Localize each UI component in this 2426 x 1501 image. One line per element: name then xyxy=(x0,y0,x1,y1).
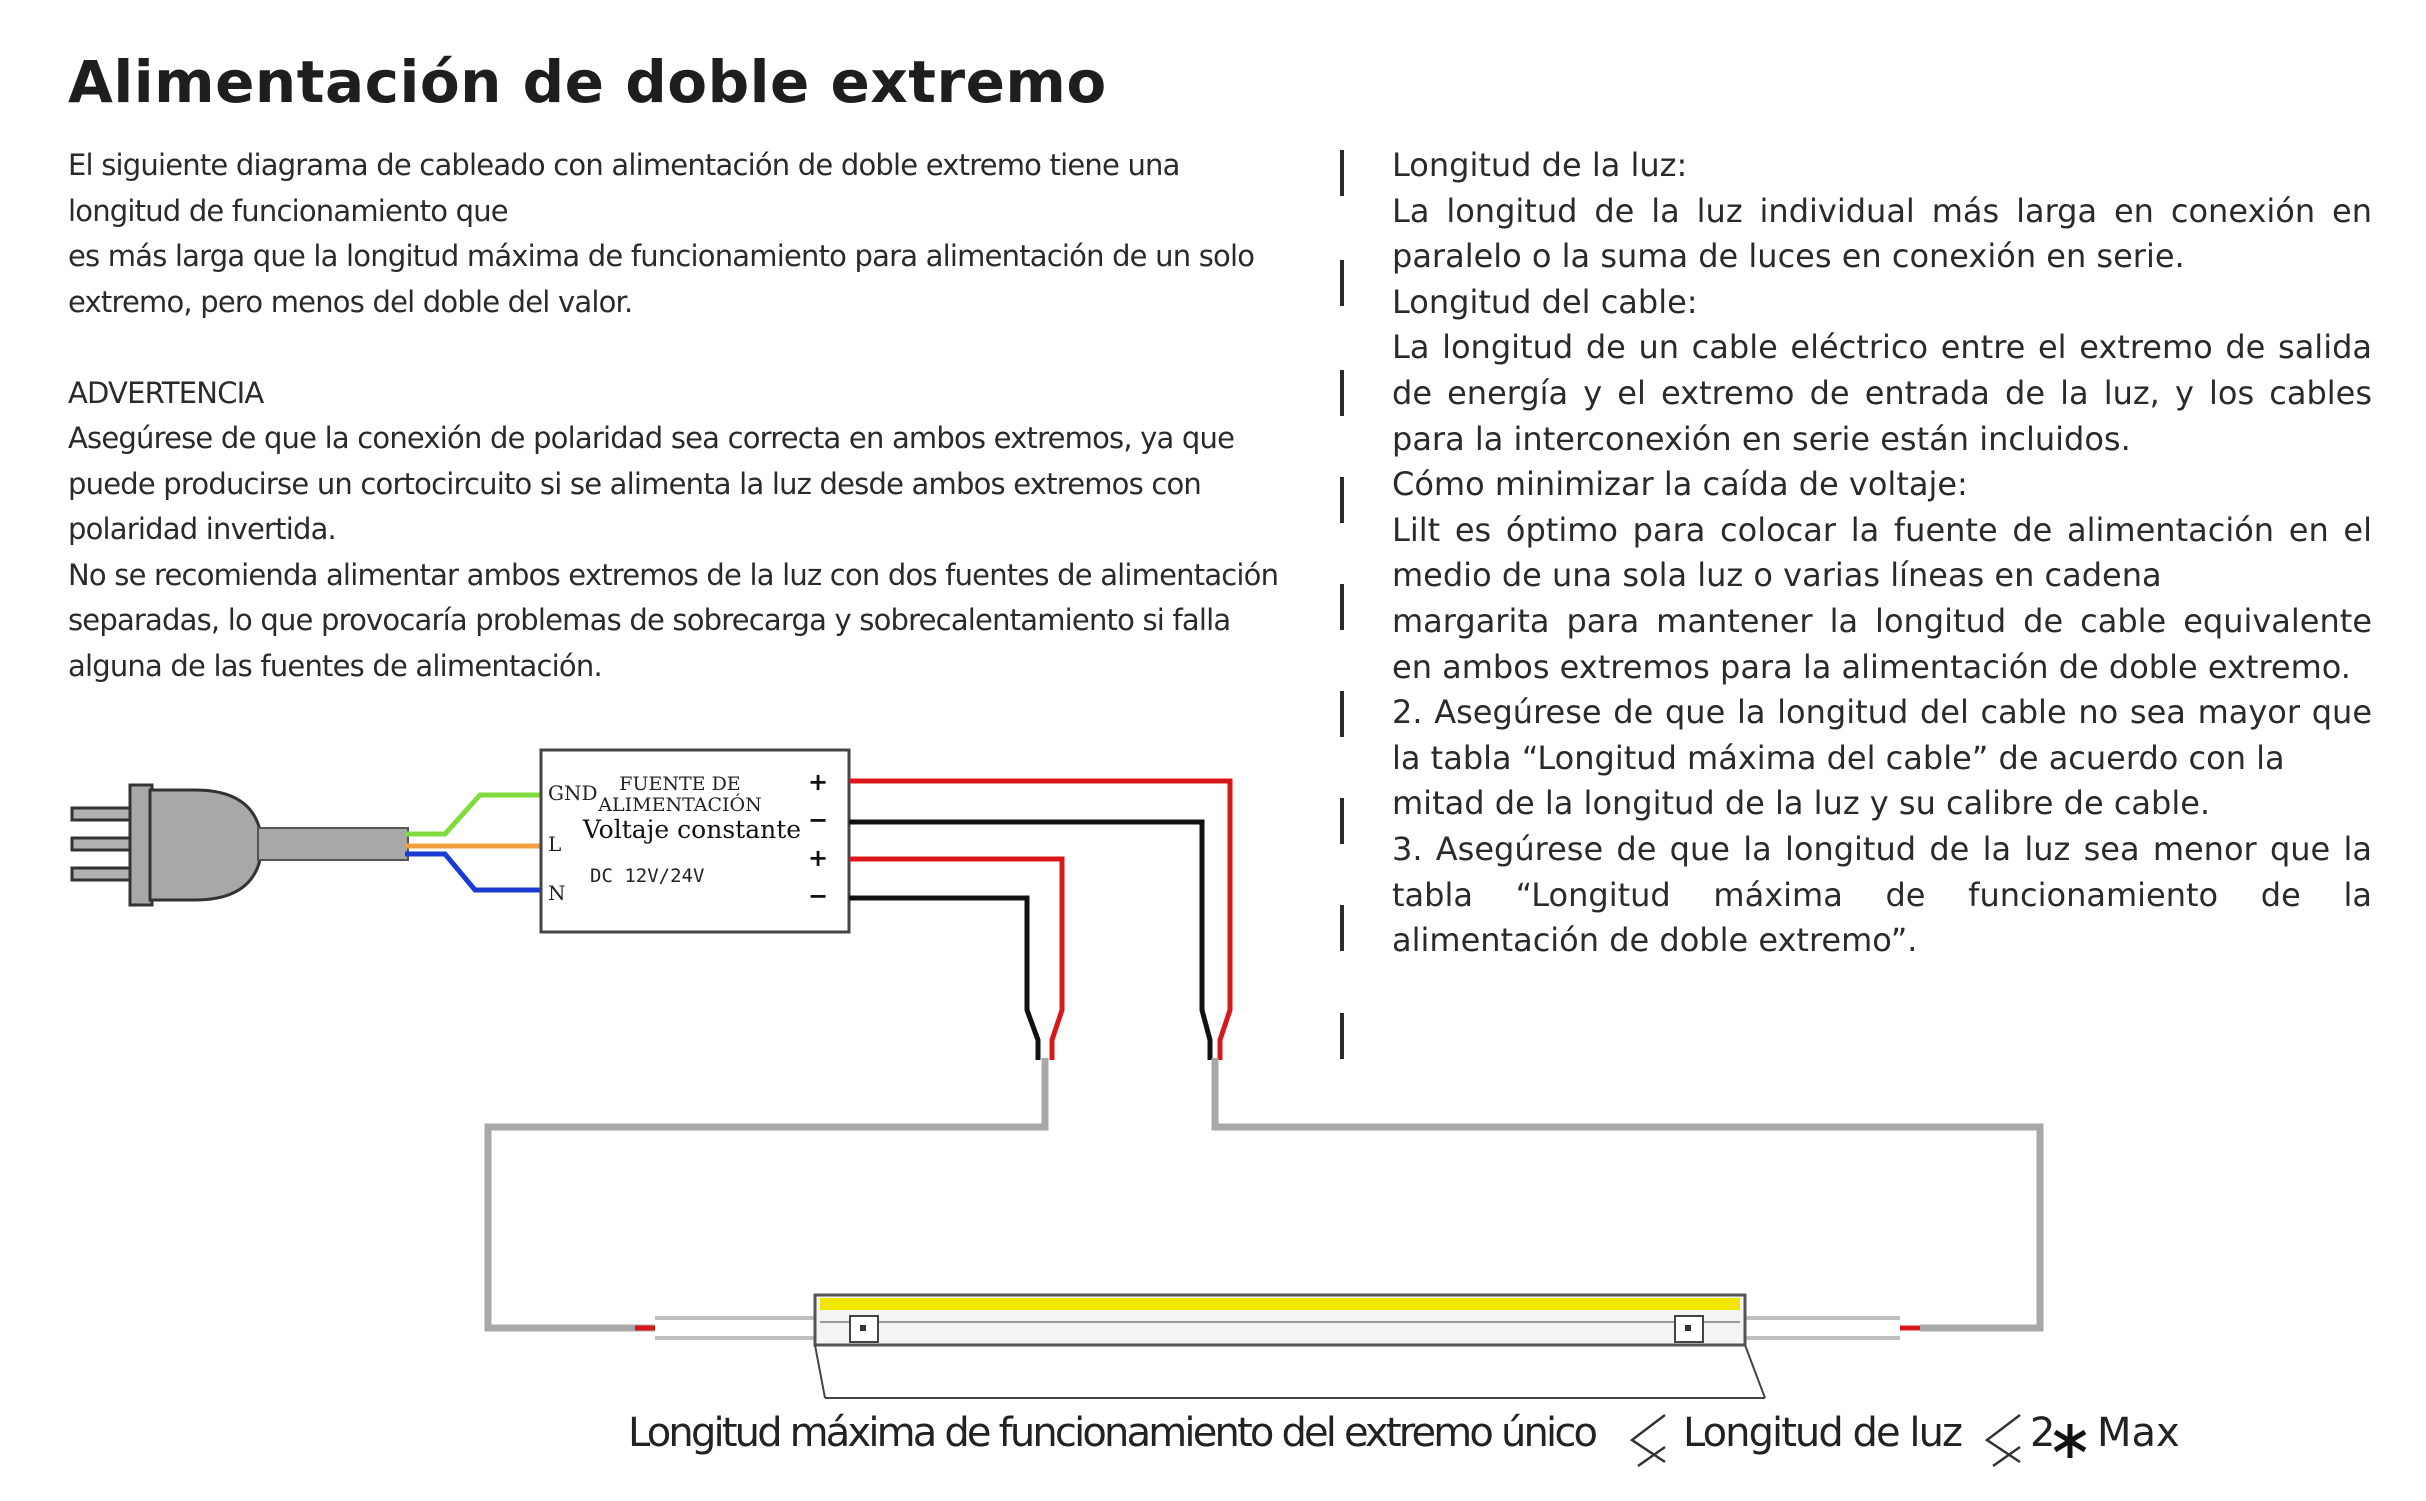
output-wires xyxy=(849,781,1230,1060)
cable-length-text: La longitud de un cable eléctrico entre el extremo de salida de energía y el extremo de entrada de la luz, y los cables para la interconexión en serie están incluidos. xyxy=(1392,328,2372,458)
dimension-line xyxy=(815,1345,1765,1398)
out1-minus: − xyxy=(808,806,829,834)
caption-part-2: Longitud de luz xyxy=(1683,1410,1963,1456)
power-supply-box xyxy=(541,750,849,932)
out2-minus: − xyxy=(808,882,829,910)
out1-plus: + xyxy=(808,768,829,796)
asterisk-icon xyxy=(2055,1424,2085,1458)
extension-cables xyxy=(488,1058,2040,1328)
ps-title-1: FUENTE DE xyxy=(619,773,741,795)
light-length-label: Longitud de la luz: xyxy=(1392,146,1688,184)
less-equal-icon-2 xyxy=(1987,1415,2020,1462)
point-2a: 2. Asegúrese de que la longitud del cable no sea mayor que la tabla “Longitud máxima del cable” de acuerdo con la xyxy=(1392,693,2372,777)
less-equal-icon-1 xyxy=(1632,1415,1665,1462)
led-strip xyxy=(635,1295,1920,1345)
plug-icon xyxy=(72,785,408,905)
minimize-label: Cómo minimizar la caída de voltaje: xyxy=(1392,465,1968,504)
l-label: L xyxy=(548,832,562,856)
out2-plus: + xyxy=(808,844,829,872)
intro-line-2: es más larga que la longitud máxima de funcionamiento para alimentación de un solo extremo, pero menos del doble del valor. xyxy=(68,239,1255,319)
caption-part-4: Max xyxy=(2097,1410,2180,1456)
caption-part-1: Longitud máxima de funcionamiento del extremo único xyxy=(628,1410,1598,1456)
input-wires xyxy=(405,795,542,890)
page-title: Alimentación de doble extremo xyxy=(68,48,1107,116)
light-length-text: La longitud de la luz individual más larga en conexión en paralelo o la suma de luces en conexión en serie. xyxy=(1392,191,2372,276)
caption-part-3: 2 xyxy=(2030,1410,2056,1456)
point-3: 3. Asegúrese de que la longitud de la luz sea menor que la tabla “Longitud máxima de funcionamiento de la alimentación de doble extremo”. xyxy=(1392,829,2372,960)
n-label: N xyxy=(548,881,566,905)
ps-voltage: DC 12V/24V xyxy=(590,865,705,887)
warning-heading: ADVERTENCIA xyxy=(68,375,264,410)
warning-text-1: Asegúrese de que la conexión de polaridad sea correcta en ambos extremos, ya que puede producirse un cortocircuito si se alimenta la luz desde ambos extremos con polaridad invertida. xyxy=(68,421,1235,546)
cable-length-label: Longitud del cable: xyxy=(1392,282,1698,321)
warning-text-2: No se recomienda alimentar ambos extremos de la luz con dos fuentes de alimentación separadas, lo que provocaría problemas de sobrecarga y sobrecalentamiento si falla alguna de las fuentes de alimentación. xyxy=(68,557,1279,683)
minimize-text-2: margarita para mantener la longitud de cable equivalente en ambos extremos para la alimentación de doble extremo. xyxy=(1392,601,2372,686)
gnd-label: GND xyxy=(548,781,598,805)
ps-title-2: ALIMENTACIÓN xyxy=(598,794,762,816)
intro-line-1: El siguiente diagrama de cableado con alimentación de doble extremo tiene una longitud de funcionamiento que xyxy=(68,148,1180,228)
ps-subtitle: Voltaje constante xyxy=(582,815,802,844)
minimize-text-1: Lilt es óptimo para colocar la fuente de alimentación en el medio de una sola luz o varias líneas en cadena xyxy=(1392,510,2372,595)
point-2b: mitad de la longitud de la luz y su calibre de cable. xyxy=(1392,784,2211,823)
